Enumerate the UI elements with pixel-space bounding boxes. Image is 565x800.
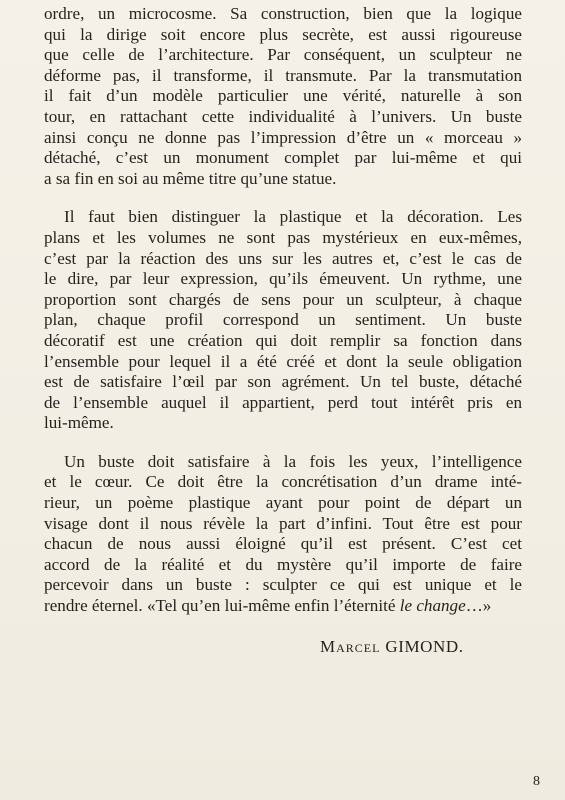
text-line: plans et les volumes ne sont pas mystérieux en eux-mêmes, <box>44 227 522 247</box>
text-line: percevoir dans un buste : sculpter ce qui est unique et le <box>44 575 522 595</box>
text-line: proportion sont chargés de sens pour un sculpteur, à chaque <box>44 289 522 309</box>
text-line: lui-même. <box>44 413 114 433</box>
text-line: tour, en rattachant cette individualité à l’univers. Un buste <box>44 106 522 126</box>
text-line: chacun de nous aussi éloigné qu’il est présent. C’est cet <box>44 534 522 554</box>
author-last-name: GIMOND. <box>385 637 464 656</box>
text-line: visage dont il nous révèle la part d’infini. Tout être est pour <box>44 513 522 533</box>
text-line: plan, chaque profil correspond un sentiment. Un buste <box>44 310 522 330</box>
text-line: est de satisfaire l’œil par son agrément. Un tel buste, détaché <box>44 372 522 392</box>
text-line: et le cœur. Ce doit être la concrétisation d’un drame inté- <box>44 472 522 492</box>
essay-text <box>44 4 522 617</box>
text-line: décoratif est une création qui doit remplir sa fonction dans <box>44 330 522 350</box>
author-signature <box>320 637 510 657</box>
text-line: l’ensemble pour lequel il a été créé et dont la seule obligation <box>44 351 522 371</box>
italic-text: le change <box>399 596 466 616</box>
text-line: Un buste doit satisfaire à la fois les yeux, l’intelligence <box>64 451 522 471</box>
text-line: détaché, c’est un monument complet par lui-même et qui <box>44 148 522 168</box>
text-line: ordre, un microcosme. Sa construction, bien que la logique <box>44 4 522 23</box>
text-segment: rendre éternel. «Tel qu’en lui-même enfin l’éternité <box>44 596 400 616</box>
author-first-name: Marcel <box>320 637 381 656</box>
text-line: Il faut bien distinguer la plastique et la décoration. Les <box>64 207 522 227</box>
text-line: déforme pas, il transforme, il transmute. Par la transmutation <box>44 65 522 85</box>
paragraph-1 <box>44 4 522 189</box>
text-line: de l’ensemble auquel il appartient, perd tout intérêt pris en <box>44 392 522 412</box>
page-number: 8 <box>533 774 540 789</box>
text-segment: …» <box>465 596 492 616</box>
text-line: rieur, un poème plastique ayant pour point de départ un <box>44 493 522 513</box>
paragraph-3 <box>44 452 522 617</box>
paragraph-2 <box>44 207 522 434</box>
text-line: il fait d’un modèle particulier une vérité, naturelle à son <box>44 86 522 106</box>
text-line: a sa fin en soi au même titre qu’une statue. <box>44 168 337 188</box>
closing-quote-line <box>44 596 522 617</box>
text-line: le dire, par leur expression, qu’ils émeuvent. Un rythme, une <box>44 269 522 289</box>
text-line: qui la dirige soit encore plus secrète, est aussi rigoureuse <box>44 24 522 44</box>
text-line: que celle de l’architecture. Par conséquent, un sculpteur ne <box>44 45 522 65</box>
text-line: ainsi conçu ne donne pas l’impression d’être un « morceau » <box>44 127 522 147</box>
text-line: c’est par la réaction des uns sur les autres et, c’est le cas de <box>44 248 522 268</box>
text-line: accord de la réalité et du mystère qu’il importe de faire <box>44 554 522 574</box>
